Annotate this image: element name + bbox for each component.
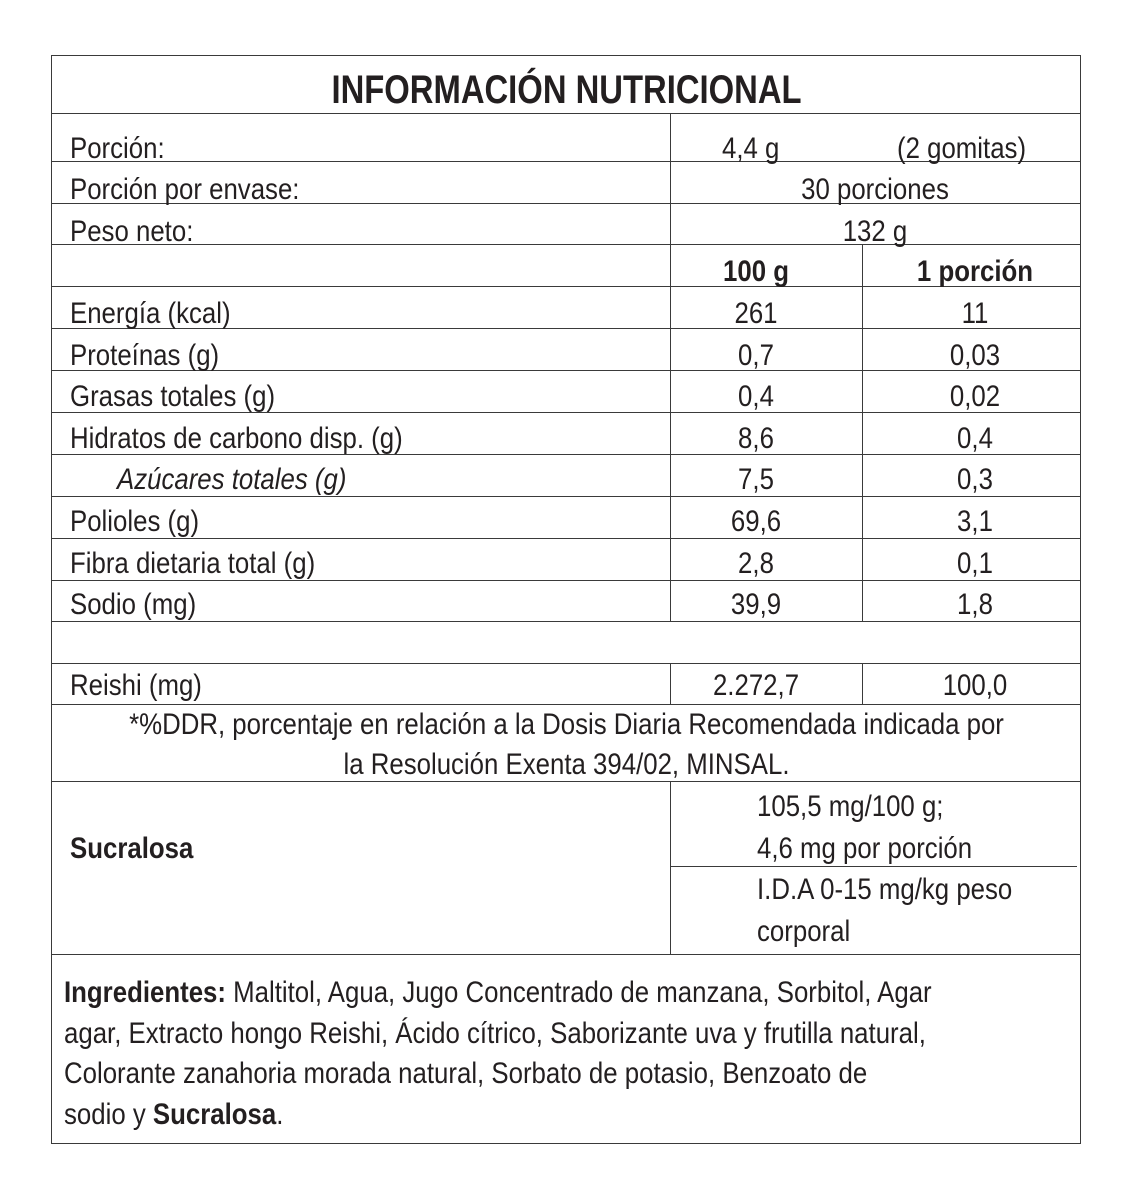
nutrient-per-serving: 3,1 [957,505,993,538]
column-divider [862,244,863,621]
ingredients-line [64,973,1087,1014]
nutrient-per-100g: 8,6 [738,422,774,455]
nutrient-per-100g: 7,5 [738,463,774,496]
nutrient-per-100g: 0,4 [738,380,774,413]
reishi-name: Reishi (mg) [70,669,202,702]
nutrient-per-100g: 2,8 [738,547,774,580]
nutrient-name: Polioles (g) [70,505,200,538]
ingredients-line: agar, Extracto hongo Reishi, Ácido cítrico, Saborizante uva y frutilla natural, [64,1016,926,1050]
page-title: INFORMACIÓN NUTRICIONAL [331,68,802,112]
ddr-note-line: *%DDR, porcentaje en relación a la Dosis Diaria Recomendada indicada por [129,708,1004,741]
ingredients-paragraph [64,973,1087,1135]
ingredients-text: Maltitol, Agua, Jugo Concentrado de manzana, Sorbitol, Agar [226,976,932,1009]
ingredients-label: Ingredientes: [64,976,227,1009]
servings-per-container-label: Porción por envase: [70,173,300,206]
serving-detail: (2 gomitas) [897,132,1027,165]
column-header-serving: 1 porción [916,255,1034,288]
serving-value: 4,4 g [722,132,780,165]
sucralose-amount: 4,6 mg por porción [757,832,973,865]
net-weight-label: Peso neto: [70,215,194,248]
nutrient-per-100g: 261 [734,297,778,330]
nutrient-per-serving: 11 [961,297,989,330]
ingredients-text-bold: Sucralosa [152,1097,277,1131]
nutrient-per-serving: 0,03 [949,339,1001,372]
ingredients-line [64,1095,1087,1136]
sucralose-label: Sucralosa [70,832,194,865]
nutrient-per-serving: 0,02 [949,380,1001,413]
net-weight-value: 132 g [842,215,908,248]
nutrient-name: Hidratos de carbono disp. (g) [70,422,403,455]
nutrient-per-100g: 69,6 [730,505,782,538]
nutrient-per-100g: 39,9 [730,588,782,621]
servings-per-container-value: 30 porciones [801,173,949,206]
sucralose-ida: I.D.A 0-15 mg/kg peso [757,873,1013,906]
column-divider [862,663,863,704]
ingredients-line: Colorante zanahoria morada natural, Sorbato de potasio, Benzoato de [64,1057,868,1090]
serving-label: Porción: [70,132,165,165]
nutrient-per-serving: 1,8 [957,588,993,621]
column-divider [670,663,671,704]
nutrient-per-serving: 0,1 [957,547,993,580]
nutrient-per-100g: 0,7 [738,339,774,372]
nutrient-name: Sodio (mg) [70,588,197,621]
ddr-note-line: la Resolución Exenta 394/02, MINSAL. [343,748,790,781]
column-header-100g: 100 g [723,255,789,288]
divider-row [52,954,1081,955]
column-divider [670,113,671,621]
reishi-per-serving: 100,0 [942,669,1008,702]
nutrient-name: Proteínas (g) [70,339,220,372]
ingredients-text: sodio y [64,1097,153,1131]
divider-row [52,663,1081,664]
nutrient-per-serving: 0,4 [957,422,993,455]
column-divider [670,781,671,954]
ingredients-text: . [276,1097,284,1131]
nutrient-name-sub: Azúcares totales (g) [117,463,347,496]
nutrient-name: Energía (kcal) [70,297,231,330]
nutrient-name: Grasas totales (g) [70,380,276,413]
sucralose-amount: 105,5 mg/100 g; [757,790,944,823]
nutrient-name: Fibra dietaria total (g) [70,547,316,580]
nutrient-per-serving: 0,3 [957,463,993,496]
reishi-per-100g: 2.272,7 [712,669,800,702]
sucralose-ida: corporal [757,915,851,948]
